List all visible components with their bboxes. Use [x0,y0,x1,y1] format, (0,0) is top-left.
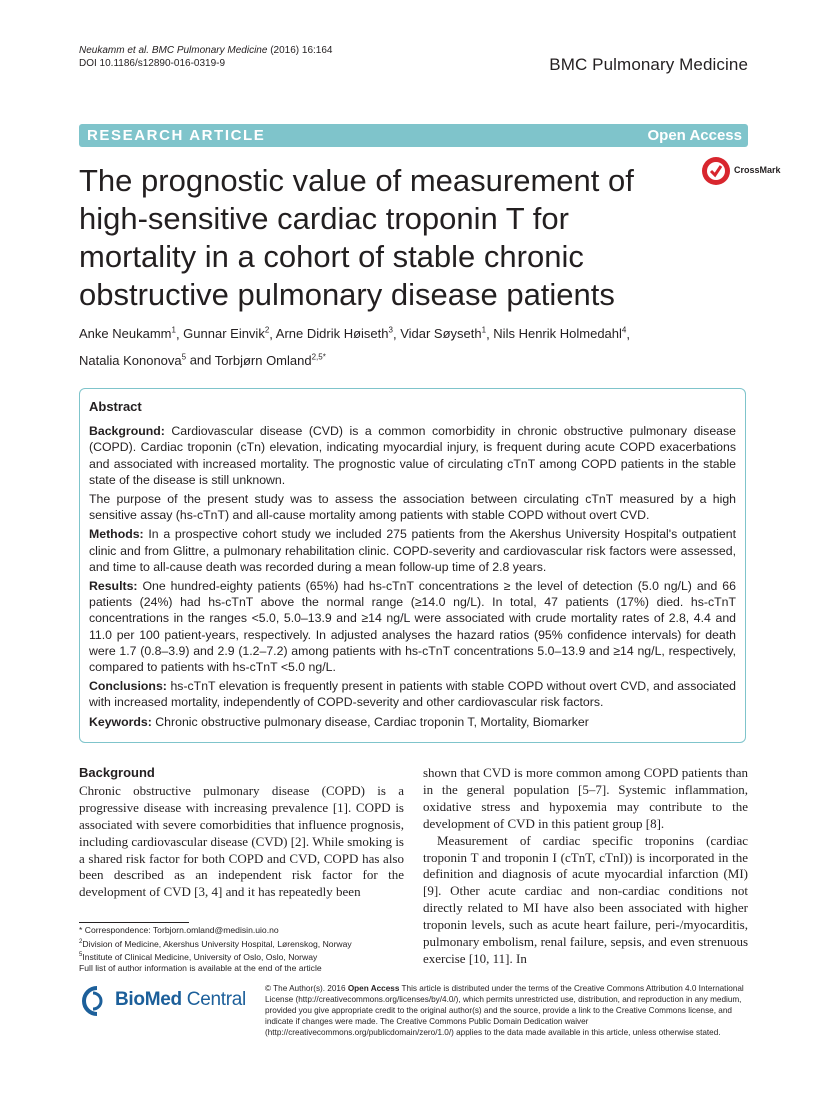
abstract-keywords: Keywords: Chronic obstructive pulmonary disease, Cardiac troponin T, Mortality, Biomarker [89,714,589,729]
author[interactable]: Anke Neukamm$^1$ [79,326,176,342]
publisher-name: BioMed Central [115,989,246,1010]
license-statement: © The Author(s). 2016 Open Access This article is distributed under the terms of the Creative Commons Attribution 4.0 International License (http://creativecommons.org/licenses/by/4.0/), which permits unrestricted use, distribution, and reproduction in any medium, provided you give appropriate credit to the original author(s) and the source, provide a link to the Creative Commons license, and indicate if changes were made. The Creative Commons Public Domain Dedication waiver (http://creativecommons.org/publicdomain/zero/1.0/) applies to the data made available in this article, unless otherwise stated. [265,984,744,1037]
citation-authors: Neukamm et al. [79,45,150,56]
crossmark-label: CrossMark [734,165,781,175]
author[interactable]: Arne Didrik Høiseth$^3$ [275,326,393,342]
abstract-background: Background: Cardiovascular disease (CVD) is a common comorbidity in chronic obstructive pulmonary disease (COPD). Cardiac troponin (cTn) elevation, indicating myocardial injury, is frequent during acute COPD exacerbations and associated with increased mortality. The prognostic value of circulating cTnT among COPD patients in the stable state of the disease is still unknown. [89,424,736,487]
section-heading: Background [79,765,155,780]
body-column-left [79,765,404,901]
author[interactable]: Nils Henrik Holmedahl$^4$ [493,326,627,342]
author-info-note: Full list of author information is available at the end of the article [79,963,322,974]
body-column-right [423,765,748,968]
article-type-banner [79,124,748,147]
doi-link[interactable]: DOI 10.1186/s12890-016-0319-9 [79,58,226,69]
citation-line [79,44,332,57]
publisher-logo[interactable] [79,983,249,1019]
abstract-results: Results: One hundred-eighty patients (65%) had hs-cTnT concentrations ≥ the level of detection (5.0 ng/L) and 66 patients (24%) had hs-cTnT above the normal range (≥14.0 ng/L). In total, 47 patients (17%) died. hs-cTnT concentrations in the ranges <5.0, 5.0–13.9 and ≥14 ng/L were associated with crude mortality rates of 2.8, 4.4 and 11.0 per 100 patient-years, respectively. In adjusted analyses the hazard ratios (95% confidence intervals) for death were 1.7 (0.8–3.9) and 2.9 (1.2–7.2) among patients with hs-cTnT concentrations 5.0–13.9 and ≥14 ng/L, respectively, compared to patients with hs-cTnT <5.0 ng/L. [89,579,736,675]
article-title: The prognostic value of measurement of high-sensitive cardiac troponin T for mortality in a cohort of stable chronic obstructive pulmonary disease patients [79,163,634,312]
crossmark-badge[interactable] [700,155,781,187]
body-paragraph: Chronic obstructive pulmonary disease (COPD) is a progressive disease with increasing prevalence [1]. COPD is associated with severe comorbidities that influence prognosis, including cardiovascular disease (CVD) [2]. While smoking is a shared risk factor for both COPD and CVD, COPD has also been described as an independent risk factor for the development of CVD [3, 4] and it has repeatedly been [79,782,404,900]
open-access-label: Open Access [647,127,742,144]
citation-volume: (2016) 16:164 [270,45,333,56]
body-paragraph: shown that CVD is more common among COPD patients than in the general population [5–7]. Systemic inflammation, oxidative stress and hypoxemia may contribute to the development of CVD in this patient group [8]. [423,765,748,831]
body-paragraph: Measurement of cardiac specific troponins (cardiac troponin T and troponin I (cTnT, cTnI)) is incorporated in the definition and diagnosis of acute myocardial infarction (MI) [9]. Other acute cardiac and non-cardiac conditions not directly related to MI have also been associated with higher troponin levels, such as acute heart failure, peri-/myocarditis, pulmonary embolism, renal failure, sepsis, and even strenuous exercise [10, 11]. In [423,832,748,966]
citation-journal: BMC Pulmonary Medicine [151,45,268,56]
author[interactable]: Gunnar Einvik$^2$ [183,326,270,342]
abstract-conclusions: Conclusions: hs-cTnT elevation is frequently present in patients with stable COPD without overt CVD, and associated with increased mortality, independently of COPD-severity and other cardiovascular risk factors. [89,679,736,710]
abstract-purpose: The purpose of the present study was to assess the association between circulating cTnT measured by a high sensitive assay (hs-cTnT) and all-cause mortality among patients with stable COPD without overt CVD. [89,492,736,523]
article-type-label: RESEARCH ARTICLE [87,127,266,144]
crossmark-icon [700,155,732,187]
author-list: Anke Neukamm$^1$, Gunnar Einvik$^2$, Arne Didrik Høiseth$^3$, Vidar Søyseth$^1$, Nils Henrik Holmedahl$^4$, Natalia Kononova$^5$ and Torbjørn Omland$^{2,5*}$ [79,326,630,368]
correspondence-footnote[interactable]: * Correspondence: Torbjorn.omland@medisin.uio.no [79,925,279,935]
affiliation-footnote: $^5$Institute of Clinical Medicine, University of Oslo, Oslo, Norway [79,951,318,962]
abstract-methods: Methods: In a prospective cohort study we included 275 patients from the Akershus University Hospital's outpatient clinic and from Glittre, a pulmonary rehabilitation clinic. COPD-severity and cardiovascular risk factors were assessed, and time to all-cause death was recorded during a mean follow-up time of 2.8 years. [89,527,736,574]
author[interactable]: Torbjørn Omland$^{2,5*}$ [214,352,326,368]
footnote-divider [79,922,189,923]
abstract-heading: Abstract [89,399,142,414]
author[interactable]: Vidar Søyseth$^1$ [400,326,487,342]
author[interactable]: Natalia Kononova$^5$ [79,352,187,368]
footnotes [79,925,409,975]
biomed-central-logo-icon [79,985,111,1017]
affiliation-footnote: $^2$Division of Medicine, Akershus University Hospital, Lørenskog, Norway [79,938,352,949]
running-header [79,44,332,70]
abstract-box [79,388,746,743]
journal-name: BMC Pulmonary Medicine [549,55,748,74]
